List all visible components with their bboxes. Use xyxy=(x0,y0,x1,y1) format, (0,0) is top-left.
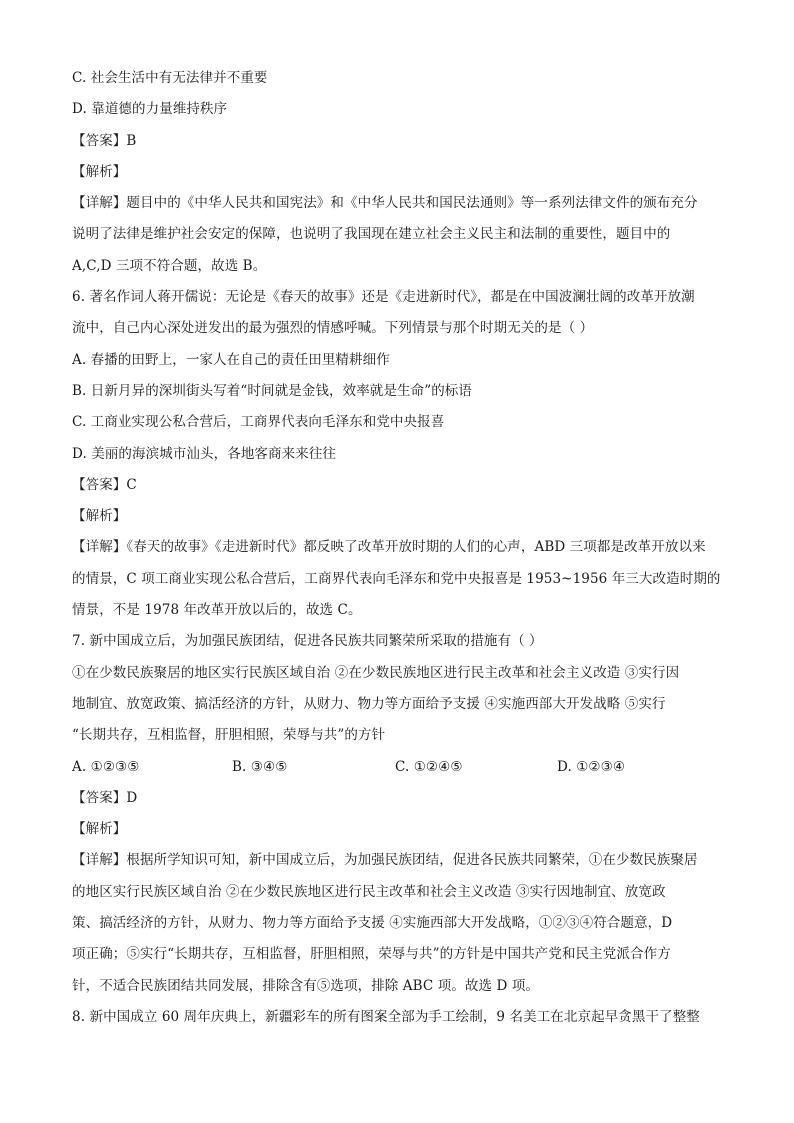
option-choice: B. ③④⑤ xyxy=(232,758,288,775)
text-line: 【详解】《春天的故事》《走进新时代》都反映了改革开放时期的人们的心声，ABD 三项都是改革开放以来 xyxy=(72,539,706,556)
option-choice: C. ①②④⑤ xyxy=(395,758,463,775)
analysis-label: 【解析】 xyxy=(72,508,127,525)
option-choice: D. ①②③④ xyxy=(557,758,626,775)
text-line: 策、搞活经济的方针，从财力、物力等方面给予支援 ④实施西部大开发战略，①②③④符合题意，D xyxy=(72,915,673,932)
text-line: 地制宜、放宽政策、搞活经济的方针，从财力、物力等方面给予支援 ④实施西部大开发战略 ⑤实行 xyxy=(72,695,666,712)
document-body xyxy=(72,63,722,1033)
question-stem: 8. 新中国成立 60 周年庆典上，新疆彩车的所有图案全部为手工绘制，9 名美工在北京起早贪黑干了整整 xyxy=(72,1008,700,1025)
answer-label: 【答案】B xyxy=(72,132,137,149)
text-line: 的地区实行民族区域自治 ②在少数民族地区进行民主改革和社会主义改造 ③实行因地制宜、放宽政 xyxy=(72,883,666,900)
text-line: C. 工商业实现公私合营后，工商界代表向毛泽东和党中央报喜 xyxy=(72,414,445,431)
text-line: 针，不适合民族团结共同发展，排除含有⑤选项，排除 ABC 项。故选 D 项。 xyxy=(72,977,540,994)
analysis-label: 【解析】 xyxy=(72,821,127,838)
text-line: A,C,D 三项不符合题，故选 B。 xyxy=(72,257,267,274)
text-line: 说明了法律是维护社会安定的保障，也说明了我国现在建立社会主义民主和法制的重要性，题目中的 xyxy=(72,226,671,243)
text-line: B. 日新月异的深圳街头写着“时间就是金钱，效率就是生命”的标语 xyxy=(72,382,473,399)
text-line: 的情景，C 项工商业实现公私合营后，工商界代表向毛泽东和党中央报喜是 1953~1956 年三大改造时期的 xyxy=(72,570,721,587)
text-line: “长期共存，互相监督，肝胆相照，荣辱与共”的方针 xyxy=(72,727,386,744)
answer-options xyxy=(72,752,722,783)
text-line: D. 美丽的海滨城市汕头，各地客商来来往往 xyxy=(72,445,337,462)
analysis-label: 【解析】 xyxy=(72,163,127,180)
question-stem: 7. 新中国成立后，为加强民族团结，促进各民族共同繁荣所采取的措施有（ ） xyxy=(72,633,543,650)
question-stem: 6. 著名作词人蒋开儒说：无论是《春天的故事》还是《走进新时代》，都是在中国波澜壮阔的改革开放潮 xyxy=(72,289,695,306)
text-line: A. 春播的田野上，一家人在自己的责任田里精耕细作 xyxy=(72,351,390,368)
text-line: 【详解】根据所学知识可知，新中国成立后，为加强民族团结，促进各民族共同繁荣，①在少数民族聚居 xyxy=(72,852,698,869)
text-line: 情景，不是 1978 年改革开放以后的，故选 C。 xyxy=(72,602,362,619)
answer-label: 【答案】D xyxy=(72,789,138,806)
text-line: 项正确；⑤实行“长期共存，互相监督，肝胆相照，荣辱与共”的方针是中国共产党和民主党派合作方 xyxy=(72,946,671,963)
text-line: 【详解】题目中的《中华人民共和国宪法》和《中华人民共和国民法通则》等一系列法律文件的颁布充分 xyxy=(72,195,698,212)
option-choice: A. ①②③⑤ xyxy=(72,758,140,775)
text-line: D. 靠道德的力量维持秩序 xyxy=(72,101,228,118)
answer-label: 【答案】C xyxy=(72,476,137,493)
text-line: 流中，自己内心深处迸发出的最为强烈的情感呼喊。下列情景与那个时期无关的是（ ） xyxy=(72,320,594,337)
text-line: C. 社会生活中有无法律并不重要 xyxy=(72,70,268,86)
text-line: ①在少数民族聚居的地区实行民族区域自治 ②在少数民族地区进行民主改革和社会主义改造 ③实行因 xyxy=(72,664,680,681)
